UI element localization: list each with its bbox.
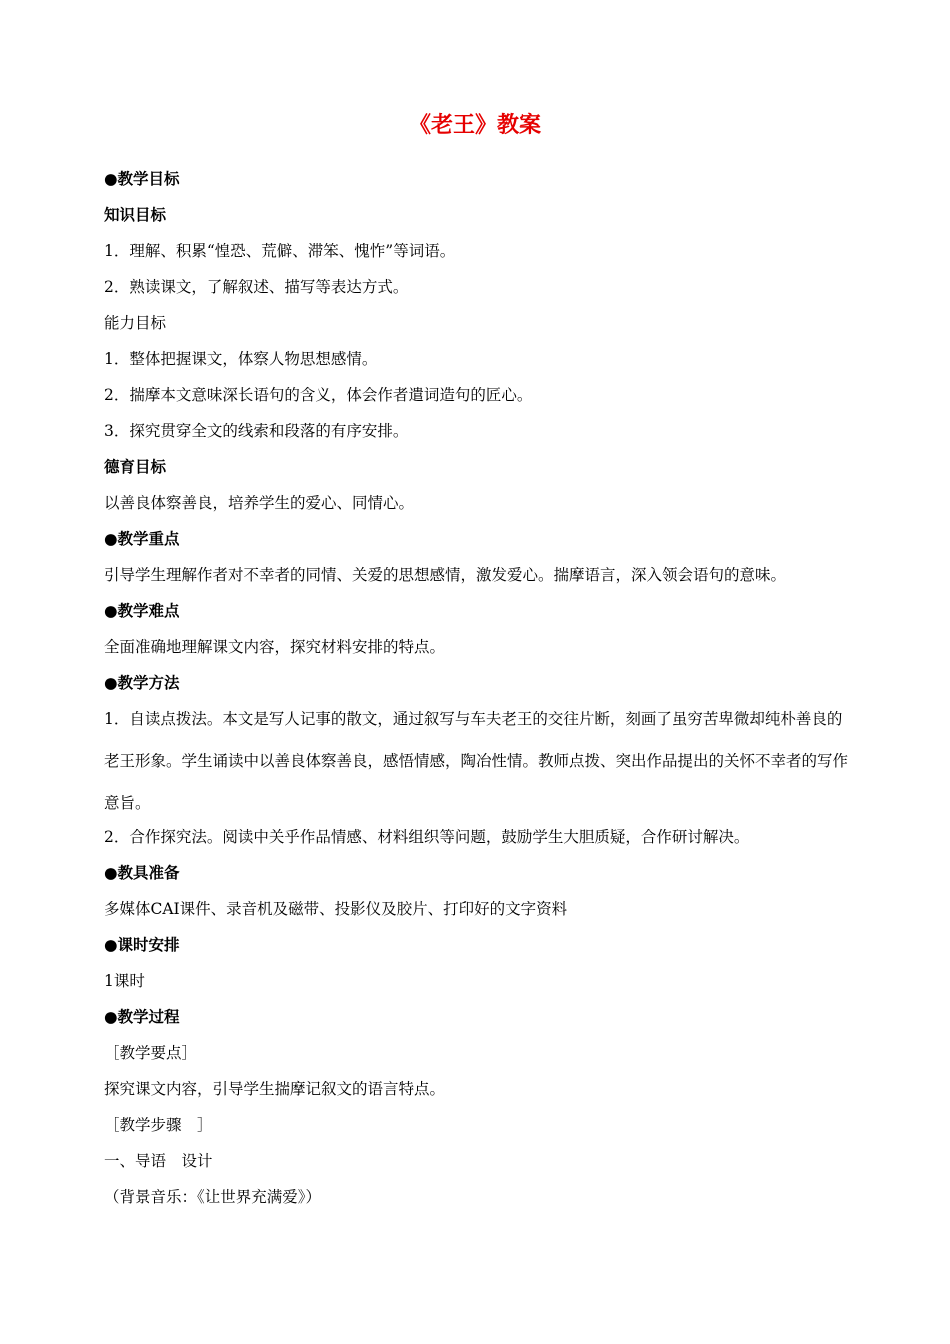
paragraph: 一、导语 设计 xyxy=(104,1152,213,1170)
subheading-ability-goals: 能力目标 xyxy=(104,314,167,332)
section-heading-schedule: ●课时安排 xyxy=(104,936,180,954)
paragraph: 3．探究贯穿全文的线索和段落的有序安排。 xyxy=(104,422,409,440)
paragraph: ［教学要点］ xyxy=(104,1044,198,1062)
section-heading-process: ●教学过程 xyxy=(104,1008,180,1026)
paragraph: 1．整体把握课文，体察人物思想感情。 xyxy=(104,350,378,368)
section-heading-key-points: ●教学重点 xyxy=(104,530,180,548)
section-heading-teaching-aids: ●教具准备 xyxy=(104,864,180,882)
paragraph: ［教学步骤 ］ xyxy=(104,1116,213,1134)
paragraph: 多媒体CAI课件、录音机及磁带、投影仪及胶片、打印好的文字资料 xyxy=(104,900,568,918)
paragraph: 1．自读点拨法。本文是写人记事的散文，通过叙写与车夫老王的交往片断，刻画了虽穷苦卑微却纯朴善良的老王形象。学生诵读中以善良体察善良，感悟情感，陶冶性情。教师点拨、突出作品提出的关怀不幸者的写作意旨。 xyxy=(104,710,849,812)
paragraph: 1课时 xyxy=(104,972,145,990)
paragraph: （背景音乐：《让世界充满爱》） xyxy=(104,1188,322,1206)
paragraph: 2．熟读课文，了解叙述、描写等表达方式。 xyxy=(104,278,409,296)
paragraph: 引导学生理解作者对不幸者的同情、关爱的思想感情，激发爱心。揣摩语言，深入领会语句的意味。 xyxy=(104,566,787,584)
document-title: 《老王》教案 xyxy=(408,113,541,138)
paragraph: 以善良体察善良，培养学生的爱心、同情心。 xyxy=(104,494,415,512)
section-heading-methods: ●教学方法 xyxy=(104,674,180,692)
section-heading-difficulties: ●教学难点 xyxy=(104,602,180,620)
section-heading-teaching-goals: ●教学目标 xyxy=(104,170,180,188)
paragraph: 全面准确地理解课文内容，探究材料安排的特点。 xyxy=(104,638,446,656)
paragraph: 探究课文内容，引导学生揣摩记叙文的语言特点。 xyxy=(104,1080,446,1098)
paragraph: 1．理解、积累“惶恐、荒僻、滞笨、愧怍”等词语。 xyxy=(104,242,456,260)
subheading-knowledge-goals: 知识目标 xyxy=(104,206,167,224)
paragraph: 2．合作探究法。阅读中关乎作品情感、材料组织等问题，鼓励学生大胆质疑，合作研讨解决。 xyxy=(104,828,750,846)
paragraph: 2．揣摩本文意味深长语句的含义，体会作者遣词造句的匠心。 xyxy=(104,386,533,404)
subheading-moral-goals: 德育目标 xyxy=(104,458,167,476)
